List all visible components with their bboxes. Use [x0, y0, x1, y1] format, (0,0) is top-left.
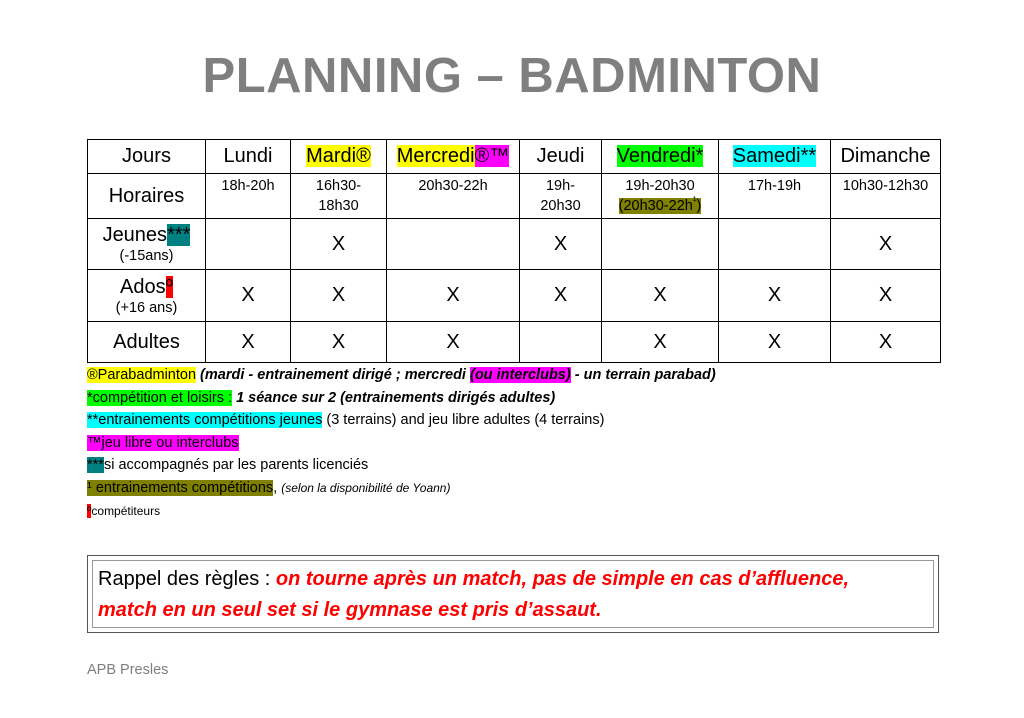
cell: X: [206, 270, 291, 322]
cell: X: [291, 219, 387, 270]
cell: [387, 219, 520, 270]
hours-row: [88, 174, 941, 219]
cell: X: [602, 270, 719, 322]
day-header: Jeudi: [520, 140, 602, 174]
rules-reminder-box: [87, 555, 939, 633]
cell: X: [719, 322, 831, 363]
legend-line-parabad: ®Parabadminton (mardi - entrainement dirigé ; mercredi (ou interclubs) - un terrain parabad): [87, 367, 716, 383]
day-header: Mardi®: [291, 140, 387, 174]
row-label: Adosº (+16 ans): [88, 270, 206, 322]
hours-cell: 10h30-12h30: [831, 174, 941, 219]
reminder-line1: on tourne après un match, pas de simple en cas d’affluence,: [275, 568, 850, 590]
legend-line-accompagnes: ***si accompagnés par les parents licenciés: [87, 457, 369, 474]
reminder-line2: match en un seul set si le gymnase est pris d’assaut.: [98, 599, 602, 621]
legend-line-entrainements: ¹ entrainements compétitions, (selon la disponibilité de Yoann): [87, 479, 451, 496]
cell: X: [520, 219, 602, 270]
cell: [602, 219, 719, 270]
cell: X: [520, 270, 602, 322]
row-adultes: [88, 322, 941, 363]
cell: X: [291, 322, 387, 363]
cell: [719, 219, 831, 270]
hours-cell: 19h- 20h30: [520, 174, 602, 219]
legend: [87, 364, 716, 522]
row-label: Adultes: [88, 322, 206, 363]
cell: X: [831, 219, 941, 270]
hours-cell: 18h-20h: [206, 174, 291, 219]
cell: [206, 219, 291, 270]
cell: X: [602, 322, 719, 363]
cell: X: [719, 270, 831, 322]
day-header: Lundi: [206, 140, 291, 174]
page-title: PLANNING – BADMINTON: [202, 49, 822, 103]
hours-label: Horaires: [88, 174, 206, 219]
days-row: [88, 140, 941, 174]
row-ados: [88, 270, 941, 322]
cell: X: [387, 322, 520, 363]
cell: X: [831, 322, 941, 363]
hours-cell: 17h-19h: [719, 174, 831, 219]
day-header: Mercredi®™: [387, 140, 520, 174]
row-jeunes: [88, 219, 941, 270]
cell: X: [291, 270, 387, 322]
legend-line-competition: *compétition et loisirs : 1 séance sur 2 (entrainements dirigés adultes): [87, 389, 556, 406]
cell: X: [831, 270, 941, 322]
legend-line-competiteurs: ºcompétiteurs: [87, 503, 161, 518]
hours-cell: 16h30- 18h30: [291, 174, 387, 219]
row-label: Jeunes*** (-15ans): [88, 219, 206, 270]
footer-club-name: APB Presles: [87, 662, 169, 678]
day-header: Samedi**: [719, 140, 831, 174]
hours-cell: 20h30-22h: [387, 174, 520, 219]
hours-cell: 19h-20h30 $(20h30-22h^{^1})$: [602, 174, 719, 219]
corner-cell: Jours: [88, 140, 206, 174]
day-header: Vendredi*: [602, 140, 719, 174]
legend-line-jeunes: **entrainements compétitions jeunes (3 terrains) and jeu libre adultes (4 terrains): [87, 412, 605, 429]
legend-line-jeu-libre: ™jeu libre ou interclubs: [87, 434, 239, 451]
day-header: Dimanche: [831, 140, 941, 174]
schedule-table: [87, 139, 941, 363]
reminder-lead: Rappel des règles :: [98, 568, 276, 590]
cell: [520, 322, 602, 363]
cell: X: [387, 270, 520, 322]
cell: X: [206, 322, 291, 363]
